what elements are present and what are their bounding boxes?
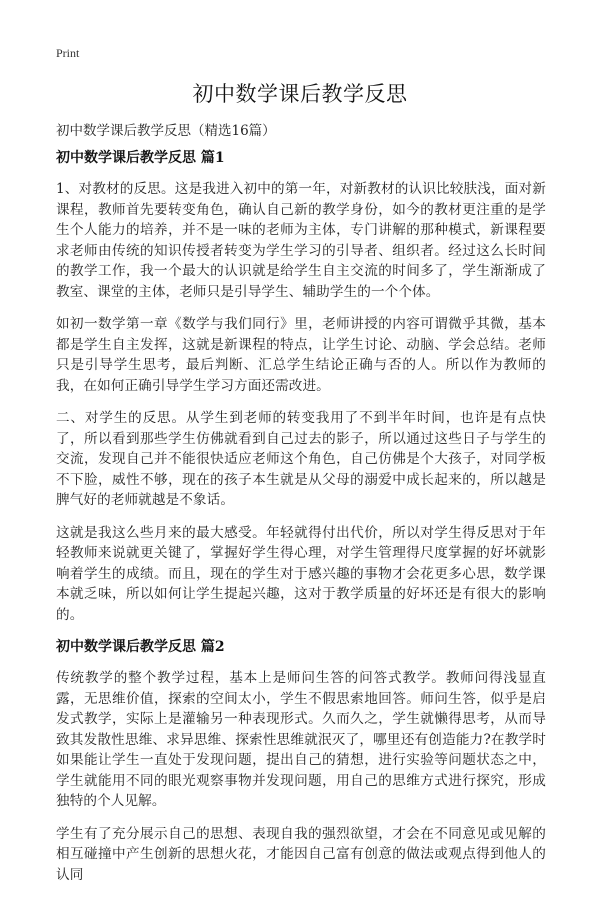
document-title: 初中数学课后教学反思 xyxy=(192,82,408,106)
paragraph: 二、对学生的反思。从学生到老师的转变我用了不到半年时间，也许是有点快了，所以看到那些学生仿佛就看到自己过去的影子，所以通过这些日子与学生的交流，发现自己并不能很快适应老师这个角色，自己仿佛是个大孩子，对同学板不下脸，威性不够，现在的孩子本生就是从父母的溺爱中成长起来的，所以越是脾气好的老师就越是不象话。 xyxy=(56,410,546,508)
section-heading-1: 初中数学课后教学反思 篇1 xyxy=(56,150,225,166)
paragraph: 如初一数学第一章《数学与我们同行》里，老师讲授的内容可谓微乎其微，基本都是学生自主发挥，这就是新课程的特点，让学生讨论、动脑、学会总结。老师只是引导学生思考，最后判断、汇总学生结论正确与否的人。所以作为教师的我，在如何正确引导学生学习方面还需改进。 xyxy=(56,316,546,394)
print-label: Print xyxy=(56,46,80,60)
paragraph: 传统教学的整个教学过程，基本上是师问生答的问答式教学。教师问得浅显直露，无思维价值，探索的空间太小，学生不假思索地回答。师问生答，似乎是启发式教学，实际上是灌输另一种表现形式。久而久之，学生就懒得思考，从而导致其发散性思维、求异思维、探索性思维就泯灭了，哪里还有创造能力?在教学时如果能让学生一直处于发现问题，提出自己的猜想，进行实验等问题状态之中，学生就能用不同的眼光观察事物并发现问题，用自己的思维方式进行探究，形成独特的个人见解。 xyxy=(56,670,546,809)
paragraph: 1、对教材的反思。这是我进入初中的第一年，对新教材的认识比较肤浅，面对新课程，教师首先要转变角色，确认自己新的教学身份，如今的教材更注重的是学生个人能力的培养，并不是一味的老师为主体，专门讲解的那种模式，新课程要求老师由传统的知识传授者转变为学生学习的引导者、组织者。经过这么长时间的教学工作，我一个最大的认识就是给学生自主交流的时间多了，学生渐渐成了教室、课堂的主体，老师只是引导学生、辅助学生的一个个体。 xyxy=(56,181,546,300)
paragraph: 这就是我这么些月来的最大感受。年轻就得付出代价，所以对学生得反思对于年轻教师来说就更关键了，掌握好学生得心理，对学生管理得尺度掌握的好坏就影响着学生的成绩。而且，现在的学生对于感兴趣的事物才会花更多心思，数学课本就乏味，所以如何让学生提起兴趣，这对于教学质量的好坏还是有很大的影响的。 xyxy=(56,524,546,623)
paragraph: 学生有了充分展示自己的思想、表现自我的强烈欲望，才会在不同意见或见解的相互碰撞中产生创新的思想火花，才能因自己富有创意的做法或观点得到他人的认同 xyxy=(56,825,546,883)
document-subtitle: 初中数学课后教学反思（精选16篇） xyxy=(56,123,276,139)
document-body xyxy=(56,148,546,897)
section-heading-2: 初中数学课后教学反思 篇2 xyxy=(56,639,225,655)
